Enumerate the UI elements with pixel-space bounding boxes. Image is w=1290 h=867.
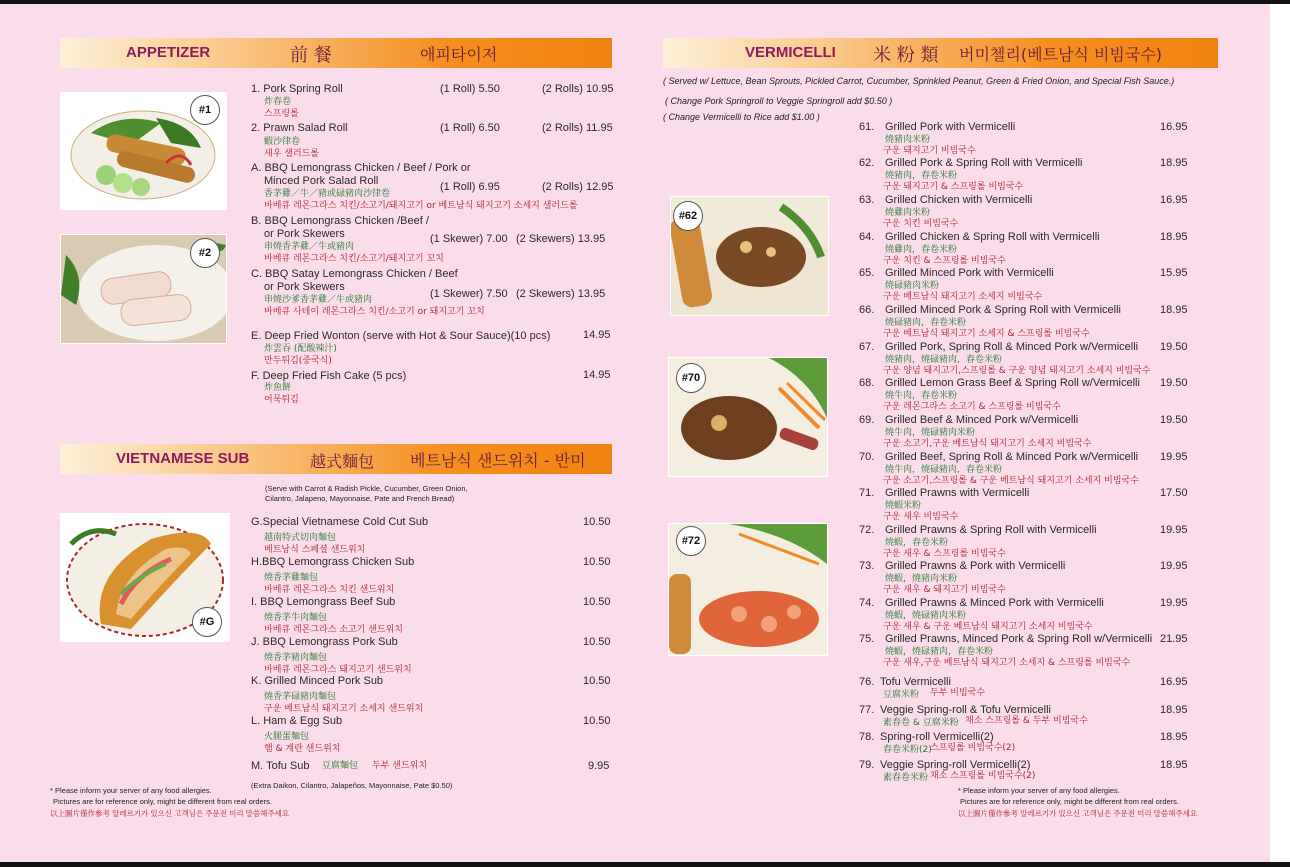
vermicelli-title-cn: 米 粉 類: [873, 45, 939, 66]
sub-j-price: 10.50: [583, 636, 611, 648]
sub-m-name: M. Tofu Sub: [251, 760, 310, 772]
vermicelli-77-price: 18.95: [1160, 704, 1188, 716]
vermicelli-served-note: ( Served w/ Lettuce, Bean Sprouts, Pickled Carrot, Cucumber, Sprinkled Peanut, Green & Fried Onion, and Special Fish Sauce.): [663, 76, 1175, 86]
vermicelli-75-price: 21.95: [1160, 633, 1188, 645]
vermicelli-change-springroll-note: ( Change Pork Springroll to Veggie Springroll add $0.50 ): [665, 96, 893, 106]
vermicelli-67-cn: 燒豬肉，燒碌豬肉，春卷米粉: [885, 355, 1003, 365]
photo-badge-g: #G: [192, 607, 222, 637]
vermicelli-79-kr: 채소 스프링롤 비빔국수(2): [930, 771, 1036, 781]
vermicelli-62-kr: 구운 돼지고기 & 스프링롤 비빔국수: [883, 182, 1024, 192]
appetizer-title-cn: 前 餐: [290, 45, 332, 66]
vermicelli-66-cn: 燒碌豬肉，春卷米粉: [885, 318, 967, 328]
vermicelli-75-kr: 구운 새우,구운 베트남식 돼지고기 소세지 & 스프링롤 비빔국수: [883, 658, 1131, 668]
sub-j-kr: 바베큐 레몬그라스 돼지고기 샌드위치: [264, 665, 412, 675]
sub-j-name: J. BBQ Lemongrass Pork Sub: [251, 636, 398, 648]
vermicelli-78-price: 18.95: [1160, 731, 1188, 743]
sub-l-price: 10.50: [583, 715, 611, 727]
photo-badge-1: #1: [190, 95, 220, 125]
appetizer-f-cn: 炸魚餅: [264, 383, 292, 393]
vermicelli-75-name: Grilled Prawns, Minced Pork & Spring Roll w/Vermicelli: [885, 633, 1153, 645]
sub-title-kr: 베트남식 샌드위치 - 반미: [410, 451, 586, 470]
vermicelli-64-price: 18.95: [1160, 231, 1188, 243]
vermicelli-64-name: Grilled Chicken & Spring Roll with Vermicelli: [885, 231, 1100, 243]
sub-m-kr: 두부 샌드위치: [372, 761, 428, 771]
appetizer-a-name2: Minced Pork Salad Roll: [264, 175, 379, 187]
sub-h-kr: 바베큐 레몬그라스 치킨 샌드위치: [264, 585, 395, 595]
vermicelli-77-name: Veggie Spring-roll & Tofu Vermicelli: [880, 704, 1051, 716]
appetizer-b-name: B. BBQ Lemongrass Chicken /Beef /: [251, 215, 429, 227]
vermicelli-75-cn: 燒蝦，燒碌豬肉，春卷米粉: [885, 647, 994, 657]
appetizer-c-cn: 串燒沙爹香茅雞／牛或豬肉: [264, 295, 373, 305]
sub-desc-line1: (Serve with Carrot & Radish Pickle, Cucumber, Green Onion,: [265, 484, 468, 493]
vermicelli-78-cn: 春卷米粉(2): [883, 745, 932, 755]
vermicelli-79-cn: 素春卷米粉: [883, 773, 929, 783]
vermicelli-74-price: 19.95: [1160, 597, 1188, 609]
photo-badge-62: #62: [673, 201, 703, 231]
vermicelli-73-name: Grilled Prawns & Pork with Vermicelli: [885, 560, 1066, 572]
vermicelli-71-kr: 구운 새우 비빔국수: [883, 512, 959, 522]
appetizer-b-price2: (2 Skewers) 13.95: [516, 233, 606, 245]
sub-k-name: K. Grilled Minced Pork Sub: [251, 675, 384, 687]
appetizer-1-price2: (2 Rolls) 10.95: [542, 83, 614, 95]
vermicelli-74-cn: 燒蝦，燒碌豬肉米粉: [885, 611, 967, 621]
vermicelli-61-name: Grilled Pork with Vermicelli: [885, 121, 1016, 133]
sub-m-price: 9.95: [588, 760, 610, 772]
vermicelli-68-cn: 燒牛肉，春卷米粉: [885, 391, 958, 401]
left-allergy-note: * Please inform your server of any food allergies.: [50, 786, 212, 795]
right-cn-kr-note: 以上圖片僅作參考 알레르기가 있으신 고객님은 주문전 미리 말씀해주세요: [958, 809, 1198, 818]
appetizer-2-cn: 蝦沙律卷: [264, 137, 301, 147]
vermicelli-63-number: 63.: [859, 194, 875, 206]
vermicelli-63-price: 16.95: [1160, 194, 1188, 206]
vermicelli-63-cn: 燒雞肉米粉: [885, 208, 931, 218]
vermicelli-73-price: 19.95: [1160, 560, 1188, 572]
vermicelli-76-name: Tofu Vermicelli: [880, 676, 951, 688]
vermicelli-64-cn: 燒雞肉，春卷米粉: [885, 245, 958, 255]
vermicelli-banner: [663, 38, 1218, 68]
vermicelli-71-cn: 燒蝦米粉: [885, 501, 922, 511]
vermicelli-68-price: 19.50: [1160, 377, 1188, 389]
vermicelli-70-name: Grilled Beef, Spring Roll & Minced Pork w/Vermicelli: [885, 451, 1139, 463]
vermicelli-62-cn: 燒豬肉，春卷米粉: [885, 171, 958, 181]
vermicelli-73-number: 73.: [859, 560, 875, 572]
vermicelli-title-en: VERMICELLI: [745, 44, 836, 61]
sub-l-kr: 햄 & 계란 샌드위치: [264, 744, 341, 754]
sub-k-cn: 燒香茅碌豬肉麵包: [264, 692, 337, 702]
appetizer-e-price: 14.95: [583, 329, 611, 341]
appetizer-b-price1: (1 Skewer) 7.00: [430, 233, 508, 245]
vermicelli-62-price: 18.95: [1160, 157, 1188, 169]
appetizer-b-name2: or Pork Skewers: [264, 228, 345, 240]
sub-h-name: H.BBQ Lemongrass Chicken Sub: [251, 556, 415, 568]
appetizer-e-name: E. Deep Fried Wonton (serve with Hot & Sour Sauce)(10 pcs): [251, 330, 551, 342]
vermicelli-76-price: 16.95: [1160, 676, 1188, 688]
vermicelli-70-number: 70.: [859, 451, 875, 463]
appetizer-c-kr: 바베큐 사테이 레몬그라스 치킨/소고기 or 돼지고기 꼬치: [264, 307, 485, 317]
vermicelli-70-price: 19.95: [1160, 451, 1188, 463]
appetizer-e-cn: 炸雲吞 (配酸辣汁): [264, 344, 337, 354]
sub-title-en: VIETNAMESE SUB: [116, 450, 250, 467]
vermicelli-71-name: Grilled Prawns with Vermicelli: [885, 487, 1030, 499]
vermicelli-72-number: 72.: [859, 524, 875, 536]
vermicelli-73-kr: 구운 새우 & 돼지고기 비빔국수: [883, 585, 1006, 595]
vermicelli-78-name: Spring-roll Vermicelli(2): [880, 731, 994, 743]
vermicelli-title-kr: 버미첼리(베트남식 비빔국수): [959, 45, 1163, 64]
appetizer-f-kr: 어묵튀김: [264, 395, 299, 405]
vermicelli-76-kr: 두부 비빔국수: [930, 688, 986, 698]
appetizer-1-name: 1. Pork Spring Roll: [251, 83, 343, 95]
sub-g-price: 10.50: [583, 516, 611, 528]
vermicelli-63-name: Grilled Chicken with Vermicelli: [885, 194, 1033, 206]
sub-i-cn: 燒香茅牛肉麵包: [264, 613, 328, 623]
vermicelli-71-price: 17.50: [1160, 487, 1188, 499]
vermicelli-72-kr: 구운 새우 & 스프링롤 비빔국수: [883, 549, 1006, 559]
vermicelli-72-cn: 燒蝦，春卷米粉: [885, 538, 949, 548]
vermicelli-79-number: 79.: [859, 759, 875, 771]
vermicelli-62-name: Grilled Pork & Spring Roll with Vermicelli: [885, 157, 1083, 169]
appetizer-a-name: A. BBQ Lemongrass Chicken / Beef / Pork or: [251, 162, 471, 174]
vermicelli-69-number: 69.: [859, 414, 875, 426]
sub-h-cn: 燒香茅雞麵包: [264, 573, 319, 583]
sub-l-name: L. Ham & Egg Sub: [251, 715, 343, 727]
appetizer-title-en: APPETIZER: [126, 44, 211, 61]
appetizer-e-kr: 만두튀김(중국식): [264, 356, 332, 366]
appetizer-1-price1: (1 Roll) 5.50: [440, 83, 500, 95]
vermicelli-61-cn: 燒豬肉米粉: [885, 135, 931, 145]
sub-title-cn: 越式麵包: [310, 452, 375, 471]
vermicelli-76-cn: 豆腐米粉: [883, 690, 920, 700]
vermicelli-77-kr: 채소 스프링롤 & 두부 비빔국수: [965, 716, 1088, 726]
photo-badge-2: #2: [190, 238, 220, 268]
sub-g-name: G.Special Vietnamese Cold Cut Sub: [251, 516, 429, 528]
vermicelli-65-number: 65.: [859, 267, 875, 279]
vermicelli-change-rice-note: ( Change Vermicelli to Rice add $1.00 ): [663, 112, 820, 122]
top-border: [0, 0, 1290, 4]
vermicelli-69-name: Grilled Beef & Minced Pork w/Vermicelli: [885, 414, 1079, 426]
left-cn-kr-note: 以上圖片僅作參考 알레르기가 있으신 고객님은 주문전 미리 말씀해주세요: [50, 809, 290, 818]
appetizer-b-kr: 바베큐 레몬그라스 치킨/소고기/돼지고기 꼬치: [264, 254, 444, 264]
appetizer-2-kr: 새우 샐러드롤: [264, 149, 320, 159]
vermicelli-61-kr: 구운 돼지고기 비빔국수: [883, 146, 976, 156]
vermicelli-65-name: Grilled Minced Pork with Vermicelli: [885, 267, 1054, 279]
sub-m-cn: 豆腐麵包: [322, 761, 359, 771]
vermicelli-65-kr: 구운 베트남식 돼지고기 소세지 비빔국수: [883, 292, 1043, 302]
sub-desc-line2: Cilantro, Jalapeno, Mayonnaise, Pate and French Bread): [265, 494, 455, 503]
vermicelli-65-price: 15.95: [1160, 267, 1188, 279]
vermicelli-69-price: 19.50: [1160, 414, 1188, 426]
vermicelli-67-number: 67.: [859, 341, 875, 353]
vermicelli-69-kr: 구운 소고기,구운 베트남식 돼지고기 소세지 비빔국수: [883, 439, 1092, 449]
vermicelli-75-number: 75.: [859, 633, 875, 645]
vermicelli-61-price: 16.95: [1160, 121, 1188, 133]
vermicelli-64-number: 64.: [859, 231, 875, 243]
vermicelli-69-cn: 燒牛肉，燒碌豬肉米粉: [885, 428, 976, 438]
vermicelli-77-cn: 素春卷 & 豆腐米粉: [883, 718, 959, 728]
appetizer-f-name: F. Deep Fried Fish Cake (5 pcs): [251, 370, 407, 382]
vermicelli-73-cn: 燒蝦，燒豬肉米粉: [885, 574, 958, 584]
appetizer-2-price1: (1 Roll) 6.50: [440, 122, 500, 134]
appetizer-2-price2: (2 Rolls) 11.95: [542, 122, 613, 134]
appetizer-a-price1: (1 Roll) 6.95: [440, 181, 500, 193]
vermicelli-74-number: 74.: [859, 597, 875, 609]
appetizer-c-name2: or Pork Skewers: [264, 281, 345, 293]
vermicelli-70-kr: 구운 소고기,스프링롤 & 구운 베트남식 돼지고기 소세지 비빔국수: [883, 476, 1139, 486]
vermicelli-62-number: 62.: [859, 157, 875, 169]
vermicelli-71-number: 71.: [859, 487, 875, 499]
vermicelli-64-kr: 구운 치킨 & 스프링롤 비빔국수: [883, 256, 1006, 266]
appetizer-a-price2: (2 Rolls) 12.95: [542, 181, 614, 193]
vermicelli-74-kr: 구운 새우 & 구운 베트남식 돼지고기 소세지 비빔국수: [883, 622, 1093, 632]
appetizer-a-cn: 香茅雞／牛／豬或碌豬肉沙律卷: [264, 189, 391, 199]
vermicelli-74-name: Grilled Prawns & Minced Pork with Vermicelli: [885, 597, 1104, 609]
sub-i-kr: 바베큐 레몬그라스 소고기 샌드위치: [264, 625, 403, 635]
left-picture-note: Pictures are for reference only, might be different from real orders.: [53, 797, 272, 806]
vermicelli-66-price: 18.95: [1160, 304, 1188, 316]
vermicelli-78-number: 78.: [859, 731, 875, 743]
appetizer-f-price: 14.95: [583, 369, 611, 381]
vermicelli-72-price: 19.95: [1160, 524, 1188, 536]
vermicelli-68-name: Grilled Lemon Grass Beef & Spring Roll w/Vermicelli: [885, 377, 1140, 389]
appetizer-c-name: C. BBQ Satay Lemongrass Chicken / Beef: [251, 268, 458, 280]
vermicelli-67-name: Grilled Pork, Spring Roll & Minced Pork w/Vermicelli: [885, 341, 1139, 353]
appetizer-2-name: 2. Prawn Salad Roll: [251, 122, 348, 134]
vermicelli-66-kr: 구운 베트남식 돼지고기 소세지 & 스프링롤 비빔국수: [883, 329, 1090, 339]
sub-l-cn: 火腿蛋麵包: [264, 732, 310, 742]
appetizer-1-cn: 炸春卷: [264, 97, 292, 107]
bottom-border: [0, 862, 1290, 867]
photo-badge-72: #72: [676, 526, 706, 556]
vermicelli-63-kr: 구운 치킨 비빔국수: [883, 219, 959, 229]
sub-k-price: 10.50: [583, 675, 611, 687]
sub-k-kr: 구운 베트남식 돼지고기 소세지 샌드위치: [264, 704, 424, 714]
vermicelli-61-number: 61.: [859, 121, 875, 133]
vermicelli-70-cn: 燒牛肉，燒碌豬肉，春卷米粉: [885, 465, 1003, 475]
vermicelli-79-name: Veggie Spring-roll Vermicelli(2): [880, 759, 1031, 771]
appetizer-c-price2: (2 Skewers) 13.95: [516, 288, 606, 300]
sub-i-price: 10.50: [583, 596, 611, 608]
vermicelli-68-kr: 구운 레몬그라스 소고기 & 스프링롤 비빔국수: [883, 402, 1061, 412]
sub-g-kr: 베트남식 스페셜 샌드위치: [264, 545, 366, 555]
sub-h-price: 10.50: [583, 556, 611, 568]
sub-g-cn: 越南特式切肉麵包: [264, 533, 337, 543]
appetizer-a-kr: 바베큐 레몬그라스 치킨/소고기/돼지고기 or 베트남식 돼지고기 소세지 샐러드롤: [264, 201, 578, 211]
vermicelli-77-number: 77.: [859, 704, 875, 716]
vermicelli-79-price: 18.95: [1160, 759, 1188, 771]
appetizer-c-price1: (1 Skewer) 7.50: [430, 288, 508, 300]
right-allergy-note: * Please inform your server of any food allergies.: [958, 786, 1120, 795]
right-picture-note: Pictures are for reference only, might be different from real orders.: [960, 797, 1179, 806]
vermicelli-66-name: Grilled Minced Pork & Spring Roll with Vermicelli: [885, 304, 1121, 316]
appetizer-banner: [60, 38, 612, 68]
vermicelli-78-kr: 스프링롤 비빔국수(2): [930, 743, 1016, 753]
sub-extra-note: (Extra Daikon, Cilantro, Jalapeños, Mayonnaise, Pate $0.50): [251, 781, 453, 790]
vermicelli-67-price: 19.50: [1160, 341, 1188, 353]
vermicelli-65-cn: 燒碌豬肉米粉: [885, 281, 940, 291]
sub-j-cn: 燒香茅豬肉麵包: [264, 653, 328, 663]
vermicelli-68-number: 68.: [859, 377, 875, 389]
photo-badge-70: #70: [676, 363, 706, 393]
vermicelli-66-number: 66.: [859, 304, 875, 316]
vermicelli-76-number: 76.: [859, 676, 875, 688]
sub-i-name: I. BBQ Lemongrass Beef Sub: [251, 596, 396, 608]
vermicelli-67-kr: 구운 양념 돼지고기,스프링롤 & 구운 양념 돼지고기 소세지 비빔국수: [883, 366, 1151, 376]
vermicelli-72-name: Grilled Prawns & Spring Roll with Vermicelli: [885, 524, 1097, 536]
right-margin-strip: [1270, 4, 1290, 862]
appetizer-title-kr: 애피타이저: [420, 45, 498, 64]
sub-banner: [60, 444, 612, 474]
appetizer-b-cn: 串燒香茅雞／牛或豬肉: [264, 242, 355, 252]
appetizer-1-kr: 스프링롤: [264, 109, 299, 119]
